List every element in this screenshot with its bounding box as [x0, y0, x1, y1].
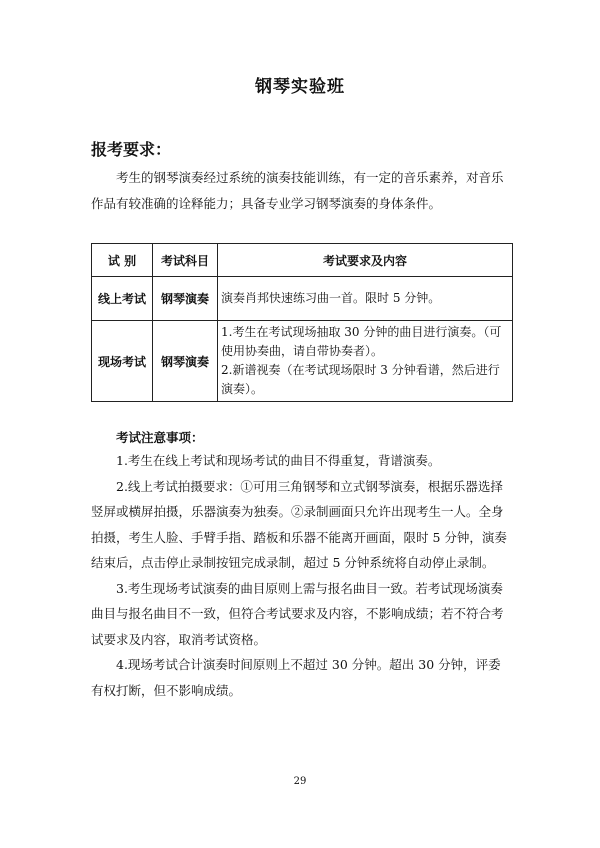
- table-row: [92, 321, 513, 402]
- content-line: 2.新谱视奏（在考试现场限时 3 分钟看谱，然后进行演奏）。: [221, 363, 500, 396]
- notes-heading: 考试注意事项：: [116, 430, 204, 445]
- note-item: 2.线上考试拍摄要求：①可用三角钢琴和立式钢琴演奏，根据乐器选择竖屏或横屏拍摄，乐器演奏为独奏。②录制画面只允许出现考生一人。全身拍摄，考生人脸、手臂手指、踏板和乐器不能离开画面，限时 5 分钟，演奏结束后，点击停止录制按钮完成录制，超过 5 分钟系统将自动停止录制。: [91, 478, 507, 570]
- page-number: 29: [293, 776, 307, 787]
- note-item: 3.考生现场考试演奏的曲目原则上需与报名曲目一致。若考试现场演奏曲目与报名曲目不一致，但符合考试要求及内容，不影响成绩；若不符合考试要求及内容，取消考试资格。: [91, 580, 504, 647]
- header-exam-content: 考试要求及内容: [218, 244, 513, 277]
- requirements-heading: 报考要求：: [91, 140, 172, 159]
- exam-content-cell: [218, 321, 513, 402]
- table-header-row: [92, 244, 513, 277]
- exam-table: [91, 243, 513, 402]
- notes-list: [91, 448, 511, 703]
- exam-type-cell: 现场考试: [92, 321, 153, 402]
- requirements-text: 考生的钢琴演奏经过系统的演奏技能训练，有一定的音乐素养，对音乐作品有较准确的诠释能力；具备专业学习钢琴演奏的身体条件。: [91, 170, 504, 211]
- exam-type-cell: 线上考试: [92, 277, 153, 321]
- page-title: 钢琴实验班: [255, 77, 345, 97]
- content-line: 1.考生在考试现场抽取 30 分钟的曲目进行演奏。（可使用协奏曲，请自带协奏者）。: [221, 325, 502, 358]
- exam-subject-cell: 钢琴演奏: [153, 321, 218, 402]
- content-line: 演奏肖邦快速练习曲一首。限时 5 分钟。: [221, 291, 441, 305]
- header-exam-type: 试 别: [92, 244, 153, 277]
- note-item: 1.考生在线上考试和现场考试的曲目不得重复，背谱演奏。: [116, 453, 441, 468]
- exam-subject-cell: 钢琴演奏: [153, 277, 218, 321]
- header-exam-subject: 考试科目: [153, 244, 218, 277]
- note-item: 4.现场考试合计演奏时间原则上不超过 30 分钟。超出 30 分钟，评委有权打断，但不影响成绩。: [91, 657, 501, 698]
- table-row: [92, 277, 513, 321]
- exam-content-cell: [218, 277, 513, 321]
